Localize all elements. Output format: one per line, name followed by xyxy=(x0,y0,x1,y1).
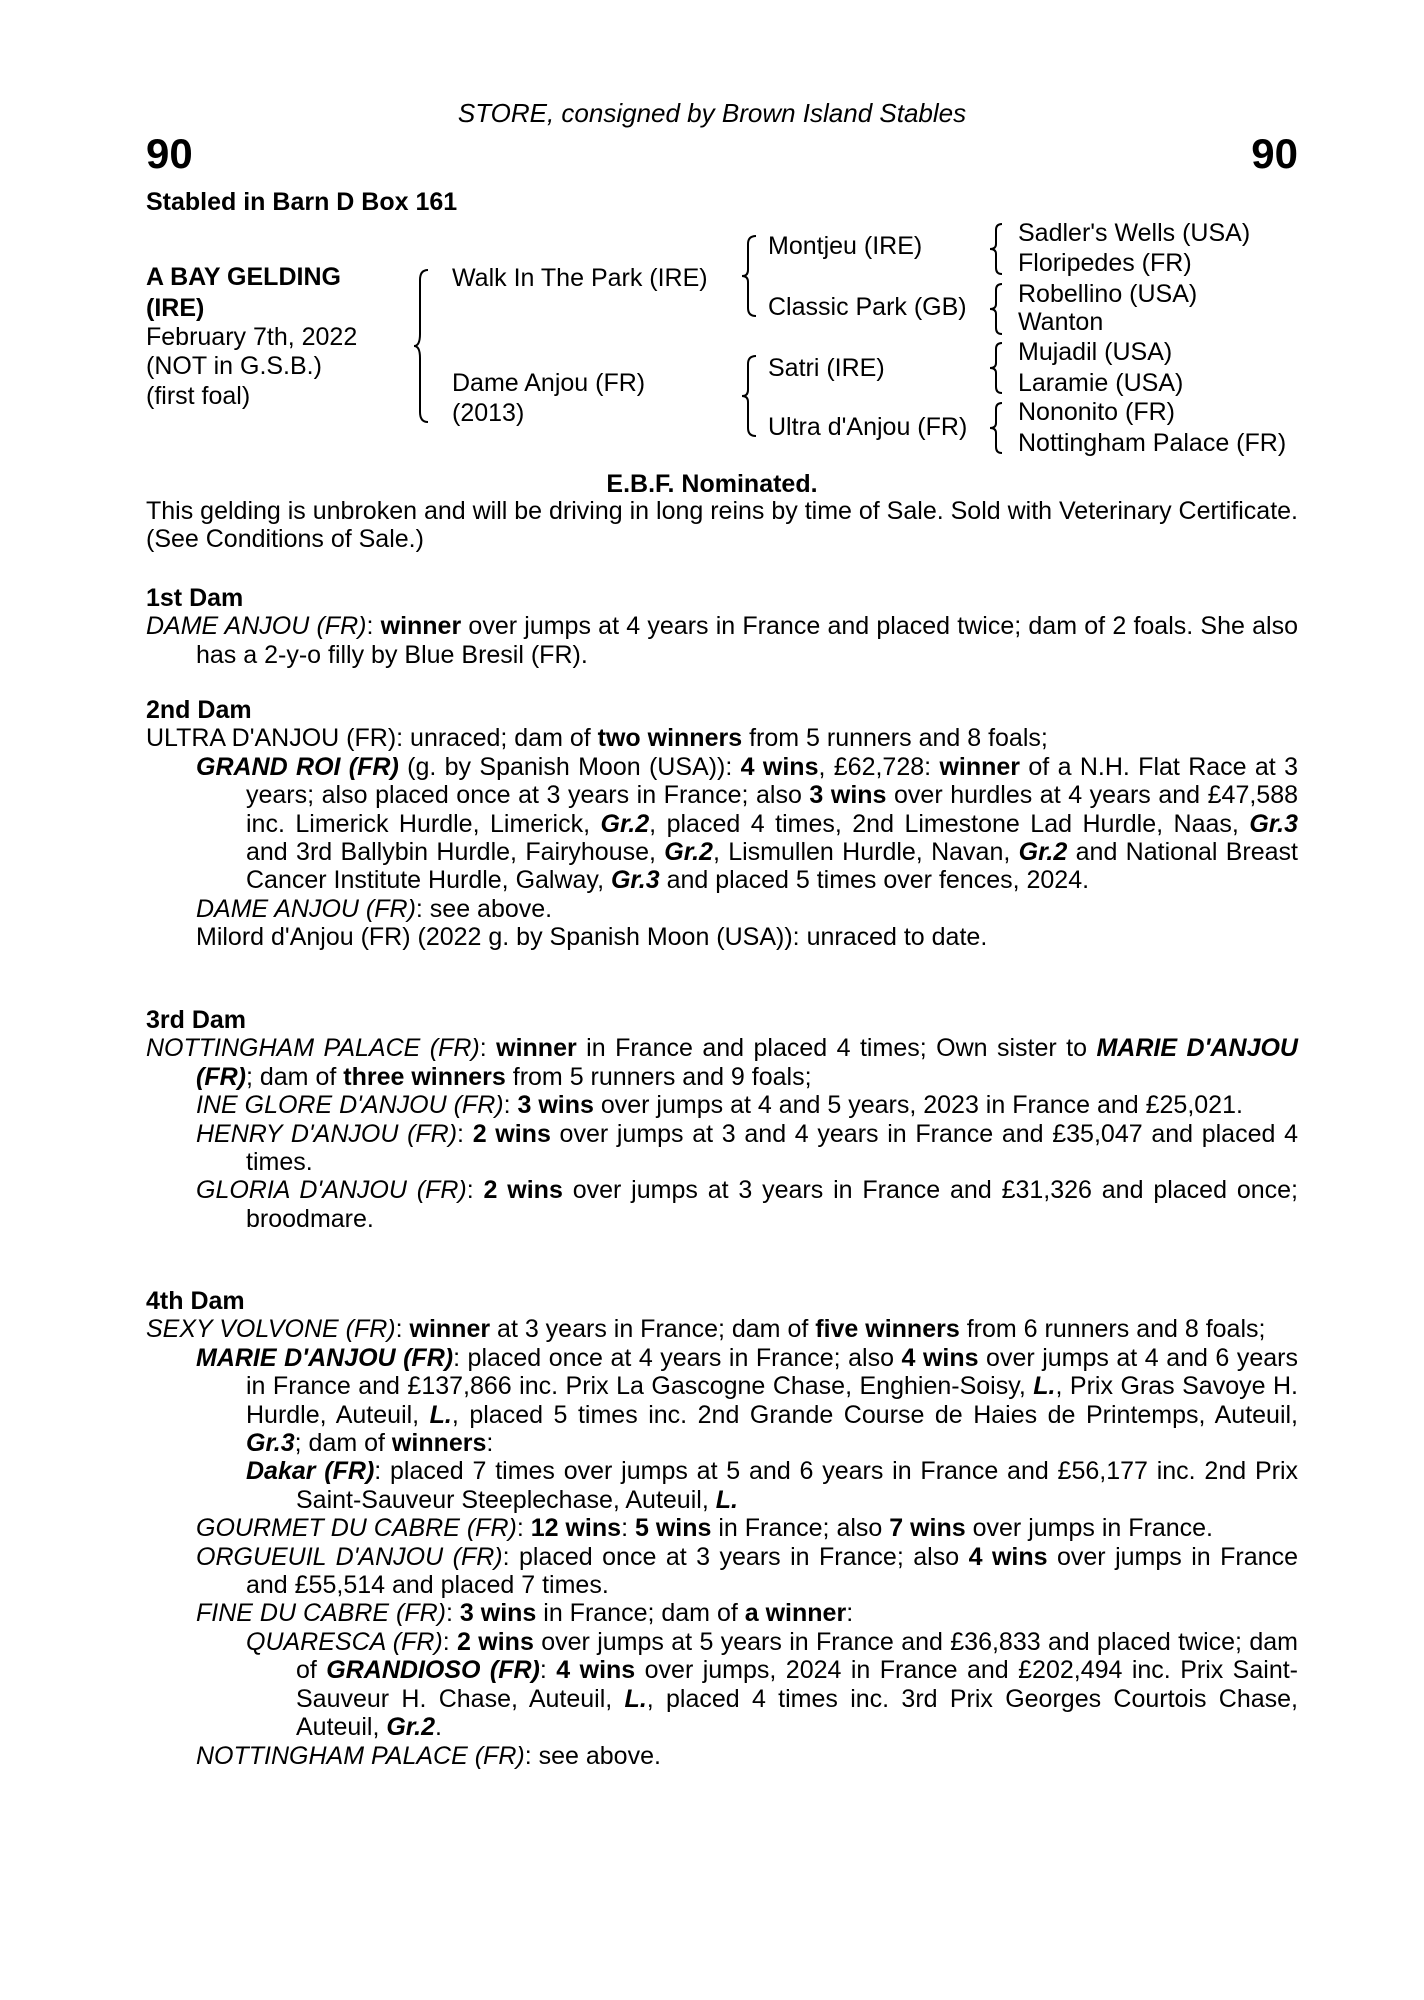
text-run: ; dam of xyxy=(245,1062,344,1091)
text-run: : placed once at 4 years in France; also xyxy=(453,1343,902,1372)
section-title: 1st Dam xyxy=(146,584,244,612)
produce-entry xyxy=(146,1315,1298,1343)
produce-entry xyxy=(146,1628,1298,1742)
text-run: in France; also xyxy=(711,1514,890,1543)
sire: Walk In The Park (IRE) xyxy=(452,264,708,292)
pedigree-brace-g3-2 xyxy=(988,282,1006,336)
stabling-location: Stabled in Barn D Box 161 xyxy=(146,188,458,216)
gsb-status: (NOT in G.S.B.) xyxy=(146,352,322,380)
grand-ancestor: Sadler's Wells (USA) xyxy=(1018,219,1251,247)
horse-name-text: SEXY VOLVONE (FR) xyxy=(146,1315,396,1344)
text-run: from 5 runners and 8 foals; xyxy=(742,724,1048,753)
bold-text: five winners xyxy=(815,1315,960,1344)
lot-number-left: 90 xyxy=(146,130,193,177)
text-run: of a N.H. Flat Race at 3 years; also placed once at 3 years in France; also xyxy=(246,752,1299,810)
bold-text: 3 wins xyxy=(459,1599,537,1628)
section-title: 4th Dam xyxy=(146,1287,245,1315)
pedigree-brace-main xyxy=(412,268,432,424)
bold-text: 5 wins xyxy=(634,1514,712,1543)
lot-number-right: 90 xyxy=(1251,130,1298,177)
dam-section xyxy=(146,584,1298,669)
bold-text: 7 wins xyxy=(889,1514,966,1543)
produce-entry xyxy=(146,923,1298,951)
black-type-text: L. xyxy=(624,1684,647,1713)
dam-year: (2013) xyxy=(452,399,525,427)
text-run: over jumps in France and £55,514 and placed 7 times. xyxy=(246,1542,1298,1600)
bold-text: winner xyxy=(496,1034,577,1063)
black-type-text: Gr.3 xyxy=(246,1429,295,1458)
bold-text: 2 wins xyxy=(457,1627,534,1656)
text-run: , Prix Gras Savoye H. Hurdle, Auteuil, xyxy=(246,1372,1298,1429)
grand-ancestor: Floripedes (FR) xyxy=(1018,249,1192,277)
text-run: : xyxy=(479,1034,497,1063)
text-run: : xyxy=(442,1627,458,1656)
text-run: : xyxy=(446,1599,460,1628)
grand-ancestor: Wanton xyxy=(1018,308,1104,336)
dam-section xyxy=(146,1287,1298,1770)
horse-name-text: GLORIA D'ANJOU (FR) xyxy=(196,1176,467,1205)
produce-entry xyxy=(146,724,1298,752)
produce-entry xyxy=(146,1514,1298,1542)
text-run: over jumps in France. xyxy=(965,1514,1213,1543)
produce-entry xyxy=(146,1457,1298,1514)
text-run: : see above. xyxy=(524,1741,661,1770)
text-run: : xyxy=(621,1514,635,1543)
dam-section xyxy=(146,1006,1298,1233)
text-run: : xyxy=(486,1429,494,1458)
dam-dam: Ultra d'Anjou (FR) xyxy=(768,413,968,441)
sire-sire: Montjeu (IRE) xyxy=(768,232,923,260)
grand-ancestor: Robellino (USA) xyxy=(1018,280,1198,308)
sire-dam: Classic Park (GB) xyxy=(768,293,967,321)
black-type-text: GRAND ROI (FR) xyxy=(196,752,399,781)
text-run: and 3rd Ballybin Hurdle, Fairyhouse, xyxy=(246,838,665,867)
text-run: in France and placed 4 times; Own sister to xyxy=(576,1034,1097,1063)
bold-text: 4 wins xyxy=(740,752,819,781)
bold-text: a winner xyxy=(744,1599,847,1628)
bold-text: 2 wins xyxy=(483,1176,563,1205)
text-run: : xyxy=(466,1176,484,1205)
black-type-text: L. xyxy=(1033,1372,1056,1401)
text-run: over hurdles at 4 years and £47,588 inc. Limerick Hurdle, Limerick, xyxy=(246,781,1299,838)
text-run: ULTRA D'ANJOU (FR): unraced; dam of xyxy=(146,724,598,753)
text-run: : see above. xyxy=(415,894,553,923)
horse-country: (IRE) xyxy=(146,294,205,322)
produce-entry xyxy=(146,1742,1298,1770)
text-run: from 6 runners and 8 foals; xyxy=(959,1315,1266,1344)
black-type-text: Gr.2 xyxy=(600,809,650,838)
black-type-text: Gr.2 xyxy=(664,838,713,867)
pedigree-brace-g3-1 xyxy=(988,222,1006,276)
text-run: over jumps at 3 years in France and £31,326 and placed once; broodmare. xyxy=(246,1176,1298,1233)
bold-text: 3 wins xyxy=(809,781,887,810)
pedigree-brace-g3-3 xyxy=(988,341,1006,395)
text-run: : xyxy=(503,1091,518,1120)
bold-text: 4 wins xyxy=(556,1656,636,1685)
horse-name-text: HENRY D'ANJOU (FR) xyxy=(196,1119,458,1148)
sale-note: This gelding is unbroken and will be driving in long reins by time of Sale. Sold with Veterinary Certificate. (See Conditions of Sale.) xyxy=(146,497,1298,554)
text-run: . xyxy=(435,1713,442,1742)
horse-name-text: QUARESCA (FR) xyxy=(246,1627,443,1656)
produce-entry xyxy=(146,1034,1298,1091)
text-run: ; dam of xyxy=(294,1429,392,1458)
text-run: over jumps at 4 years in France and placed twice; dam of 2 foals. She also has a 2-y-o filly by Blue Bresil (FR). xyxy=(196,612,1298,669)
text-run: over jumps at 3 and 4 years in France and £35,047 and placed 4 times. xyxy=(246,1119,1298,1177)
section-title: 2nd Dam xyxy=(146,696,252,724)
horse-name-text: INE GLORE D'ANJOU (FR) xyxy=(196,1091,504,1120)
text-run: and placed 5 times over fences, 2024. xyxy=(659,866,1090,895)
text-run: : placed once at 3 years in France; also xyxy=(502,1542,969,1571)
text-run: in France; dam of xyxy=(536,1599,745,1628)
produce-entry xyxy=(146,1091,1298,1119)
bold-text: two winners xyxy=(597,724,743,753)
pedigree-brace-dam xyxy=(740,354,760,438)
horse-name-text: DAME ANJOU (FR) xyxy=(146,612,367,641)
text-run: , placed 4 times inc. 3rd Prix Georges Courtois Chase, Auteuil, xyxy=(296,1684,1298,1742)
horse-name: A BAY GELDING xyxy=(146,263,341,291)
horse-name-text: DAME ANJOU (FR) xyxy=(196,894,416,923)
bold-text: winner xyxy=(409,1315,491,1344)
bold-text: 12 wins xyxy=(530,1514,622,1543)
text-run: over jumps at 5 years in France and £36,833 and placed twice; dam of xyxy=(296,1627,1298,1685)
black-type-text: MARIE D'ANJOU (FR) xyxy=(196,1343,454,1372)
text-run: (g. by Spanish Moon (USA)): xyxy=(398,752,741,781)
horse-name-text: GOURMET DU CABRE (FR) xyxy=(196,1514,517,1543)
produce-entry xyxy=(146,1599,1298,1627)
text-run: over jumps, 2024 in France and £202,494 inc. Prix Saint-Sauveur H. Chase, Auteuil, xyxy=(296,1656,1298,1713)
text-run: : xyxy=(457,1119,473,1148)
bold-text: winner xyxy=(939,752,1021,781)
bold-text: winner xyxy=(380,612,462,641)
produce-entry xyxy=(146,612,1298,669)
text-run: : xyxy=(395,1315,410,1344)
grand-ancestor: Nononito (FR) xyxy=(1018,398,1175,426)
black-type-text: MARIE D'ANJOU (FR) xyxy=(196,1034,1298,1091)
bold-text: winners xyxy=(391,1429,487,1458)
bold-text: 4 wins xyxy=(901,1343,979,1372)
black-type-text: Dakar (FR) xyxy=(246,1457,375,1486)
text-run: , Lismullen Hurdle, Navan, xyxy=(712,838,1019,867)
dam: Dame Anjou (FR) xyxy=(452,369,646,397)
text-run: and National Breast Cancer Institute Hurdle, Galway, xyxy=(246,838,1298,895)
horse-name-text: NOTTINGHAM PALACE (FR) xyxy=(146,1034,480,1063)
horse-name-text: ORGUEUIL D'ANJOU (FR) xyxy=(196,1542,503,1571)
text-run: : xyxy=(846,1599,854,1628)
text-run: : placed 7 times over jumps at 5 and 6 years in France and £56,177 inc. 2nd Prix Saint-Sauveur Steeplechase, Auteuil, xyxy=(296,1457,1298,1514)
black-type-text: Gr.2 xyxy=(1018,838,1068,867)
produce-entry xyxy=(146,753,1298,895)
text-run: : xyxy=(366,612,381,641)
text-run: : xyxy=(516,1514,531,1543)
produce-entry xyxy=(146,1176,1298,1233)
text-run: , placed 5 times inc. 2nd Grande Course de Haies de Printemps, Auteuil, xyxy=(451,1400,1298,1429)
text-run: Milord d'Anjou (FR) (2022 g. by Spanish Moon (USA)): unraced to date. xyxy=(196,923,988,952)
bold-text: 3 wins xyxy=(517,1091,594,1120)
text-run: at 3 years in France; dam of xyxy=(490,1315,816,1344)
text-run: , £62,728: xyxy=(818,752,940,781)
black-type-text: Gr.3 xyxy=(610,866,660,895)
text-run: over jumps at 4 and 6 years in France and £137,866 inc. Prix La Gascogne Chase, Enghien-Soisy, xyxy=(246,1343,1298,1401)
text-run: , placed 4 times, 2nd Limestone Lad Hurdle, Naas, xyxy=(649,809,1250,838)
produce-entry xyxy=(146,1344,1298,1458)
pedigree-brace-sire xyxy=(740,234,760,318)
section-title: 3rd Dam xyxy=(146,1006,247,1034)
black-type-text: L. xyxy=(429,1400,452,1429)
bold-text: 4 wins xyxy=(968,1542,1048,1571)
bold-text: three winners xyxy=(343,1062,506,1091)
black-type-text: Gr.3 xyxy=(1249,809,1298,838)
foaling-date: February 7th, 2022 xyxy=(146,323,358,351)
ebf-nominated: E.B.F. Nominated. xyxy=(606,470,818,498)
black-type-text: L. xyxy=(715,1485,738,1514)
text-run: : xyxy=(539,1656,557,1685)
produce-entry xyxy=(146,1120,1298,1177)
dam-sire: Satri (IRE) xyxy=(768,354,885,382)
text-run: from 5 runners and 9 foals; xyxy=(505,1062,812,1091)
pedigree-brace-g3-4 xyxy=(988,401,1006,455)
horse-name-text: FINE DU CABRE (FR) xyxy=(196,1599,446,1628)
consignor-line: STORE, consigned by Brown Island Stables xyxy=(457,98,967,128)
foal-note: (first foal) xyxy=(146,382,251,410)
horse-name-text: NOTTINGHAM PALACE (FR) xyxy=(196,1741,525,1770)
black-type-text: GRANDIOSO (FR) xyxy=(326,1656,540,1685)
dam-section xyxy=(146,696,1298,952)
produce-entry xyxy=(146,1543,1298,1600)
bold-text: 2 wins xyxy=(472,1119,551,1148)
grand-ancestor: Mujadil (USA) xyxy=(1018,338,1173,366)
grand-ancestor: Laramie (USA) xyxy=(1018,369,1184,397)
black-type-text: Gr.2 xyxy=(386,1713,435,1742)
grand-ancestor: Nottingham Palace (FR) xyxy=(1018,429,1287,457)
produce-entry xyxy=(146,895,1298,923)
text-run: over jumps at 4 and 5 years, 2023 in France and £25,021. xyxy=(593,1091,1243,1120)
